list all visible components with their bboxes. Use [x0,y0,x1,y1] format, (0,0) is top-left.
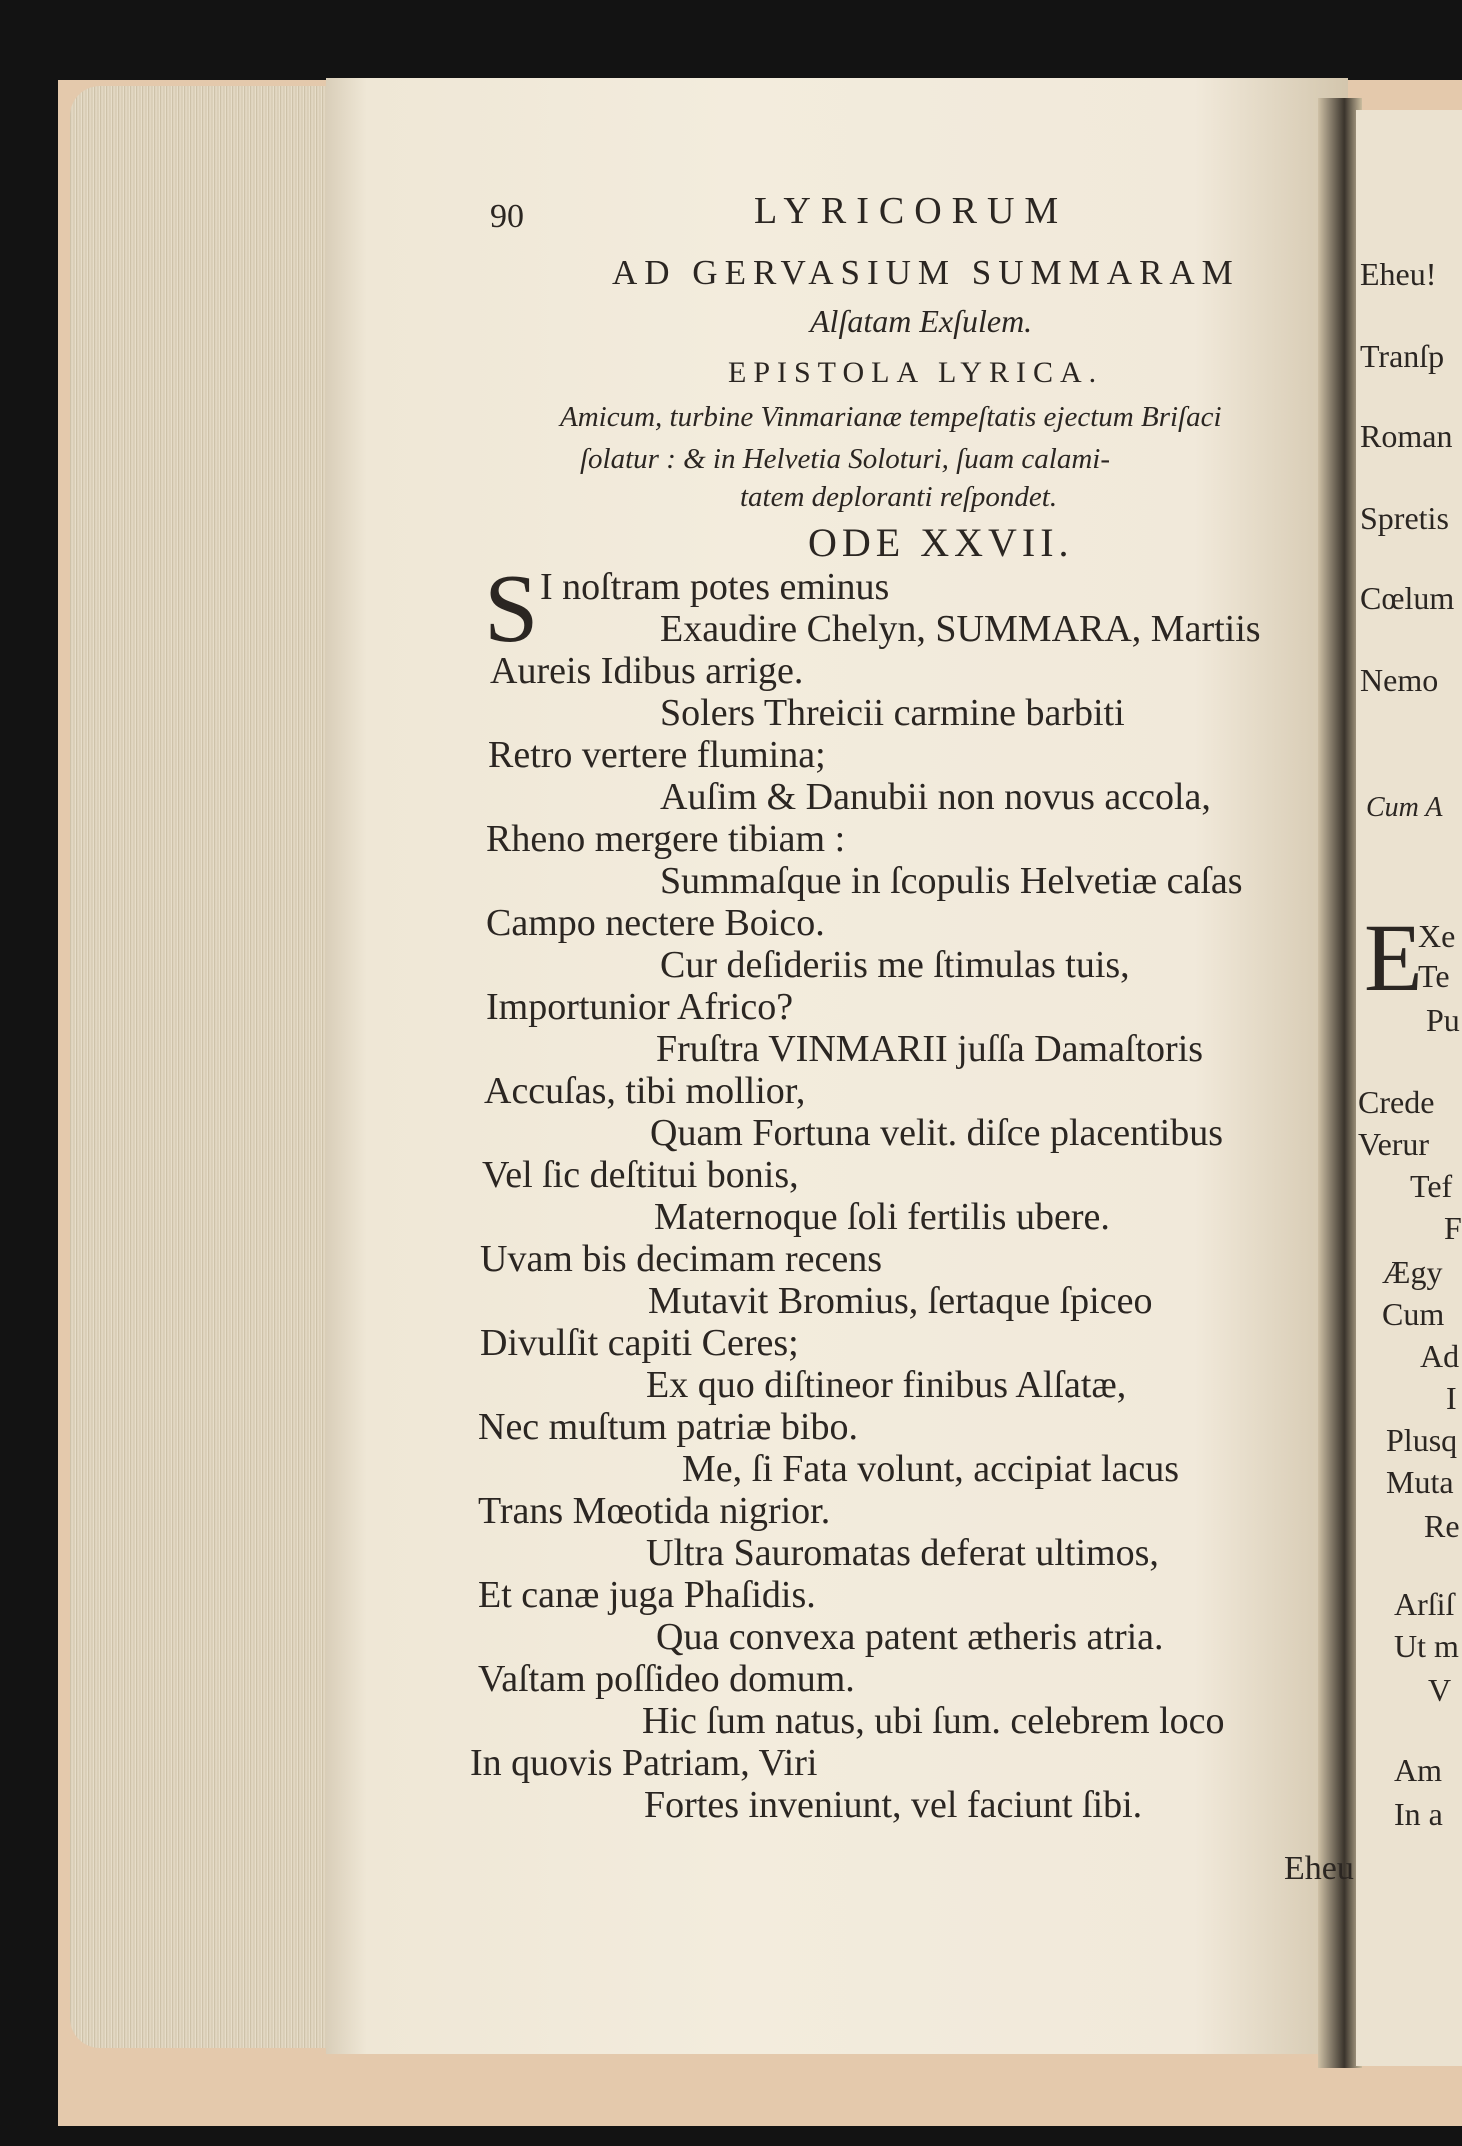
catchword: Eheu [1284,1850,1354,1887]
argument-line: ſolatur : & in Helvetia Soloturi, ſuam calami- [580,443,1111,475]
running-head: LYRICORUM [754,190,1069,232]
facing-line: F [1444,1210,1462,1246]
verse-line: Vaſtam poſſideo domum. [478,1658,855,1700]
verse-line: Et canæ juga Phaſidis. [478,1574,816,1616]
verse-line: Mutavit Bromius, ſertaque ſpiceo [648,1280,1153,1322]
verse-line: Qua convexa patent ætheris atria. [656,1616,1164,1658]
facing-line: Roman [1360,418,1453,454]
verse-line: Accuſas, tibi mollior, [484,1070,806,1112]
verse-line: Maternoque ſoli fertilis ubere. [654,1196,1110,1238]
verse-line: Fruſtra VINMARII juſſa Damaſtoris [656,1028,1204,1070]
facing-line: Am [1394,1752,1442,1788]
poem-title: AD GERVASIUM SUMMARAM [612,253,1240,292]
verse-line: Campo nectere Boico. [486,902,825,944]
verse-line: Quam Fortuna velit. diſce placentibus [650,1112,1224,1154]
verse-line: Retro vertere flumina; [488,734,826,776]
facing-page [1356,110,1462,2066]
facing-line: Plusq [1386,1422,1458,1458]
facing-line: I [1446,1380,1457,1416]
verse-line: Nec muſtum patriæ bibo. [478,1406,858,1448]
facing-line: Eheu! [1360,256,1437,292]
facing-line: Pu [1426,1002,1460,1038]
verse-line: Cur deſideriis me ſtimulas tuis, [660,944,1130,986]
ode-number: ODE XXVII. [808,520,1074,565]
facing-line: V [1428,1672,1452,1708]
verse-line: Summaſque in ſcopulis Helvetiæ caſas [660,860,1243,902]
facing-line: Crede [1358,1084,1435,1120]
facing-drop-cap: E [1364,904,1423,1011]
verse-line: Ultra Sauromatas deferat ultimos, [646,1532,1159,1574]
facing-line: Cum [1382,1296,1445,1332]
page-edges [70,86,332,2048]
facing-line: Arſiſ [1394,1586,1455,1622]
verse-line: Solers Threicii carmine barbiti [660,692,1125,734]
facing-line: Muta [1386,1464,1454,1500]
verse-line: Aureis Idibus arrige. [490,650,804,692]
argument-line: Amicum, turbine Vinmarianæ tempeſtatis ejectum Briſaci [560,401,1222,433]
facing-line: Ut m [1394,1628,1459,1664]
verse-line: Hic ſum natus, ubi ſum. celebrem loco [642,1700,1225,1742]
facing-line: Verur [1358,1126,1430,1162]
facing-line: Cum A [1366,792,1443,823]
verse-line: Trans Mœotida nigrior. [478,1490,831,1532]
drop-cap: S [484,555,539,663]
verse-line: I noſtram potes eminus [540,566,890,608]
verse-line: Ex quo diſtineor finibus Alſatæ, [646,1364,1127,1406]
verse-line: In quovis Patriam, Viri [470,1742,818,1784]
verse-line: Uvam bis decimam recens [480,1238,883,1280]
verse-line: Divulſit capiti Ceres; [480,1322,799,1364]
verse-line: Exaudire Chelyn, SUMMARA, Martiis [660,608,1261,650]
facing-line: Xe [1418,918,1456,954]
poem-subtitle: Alſatam Exſulem. [810,303,1033,339]
facing-line: Nemo [1360,662,1439,698]
verse-line: Fortes inveniunt, vel faciunt ſibi. [644,1784,1143,1826]
verse-line: Importunior Africo? [486,986,794,1028]
facing-line: Cœlum [1360,580,1455,616]
facing-line: In a [1394,1796,1443,1832]
poem-genre: EPISTOLA LYRICA. [728,356,1104,389]
argument-line: tatem deploranti reſpondet. [740,481,1058,513]
facing-line: Ægy [1382,1254,1443,1290]
facing-line: Spretis [1360,500,1449,536]
page-number: 90 [490,198,524,235]
facing-line: Re [1424,1508,1460,1544]
verse-line: Rheno mergere tibiam : [486,818,846,860]
facing-line: Tranſp [1360,338,1445,374]
verse-line: Me, ſi Fata volunt, accipiat lacus [682,1448,1180,1490]
facing-line: Tef [1410,1168,1453,1204]
facing-line: Te [1418,958,1450,994]
verse-line: Vel ſic deſtitui bonis, [482,1154,799,1196]
verse-line: Auſim & Danubii non novus accola, [660,776,1211,818]
facing-line: Ad [1420,1338,1460,1374]
